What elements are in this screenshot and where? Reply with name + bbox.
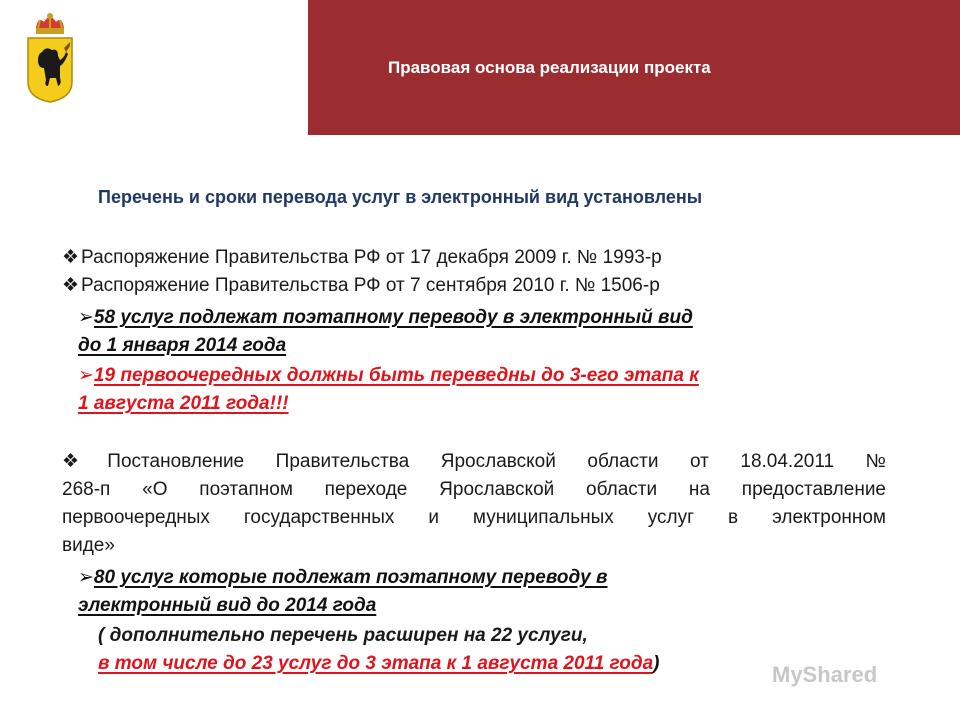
- list-item-text: Распоряжение Правительства РФ от 17 декабря 2009 г. № 1993-р: [81, 247, 662, 268]
- crown-icon: [36, 13, 64, 34]
- sub-list-item-continuation: [78, 390, 289, 418]
- sub-item-text: 58 услуг подлежат поэтапному переводу в электронный вид: [93, 307, 693, 328]
- section-subtitle: Перечень и сроки перевода услуг в электронный вид установлены: [98, 187, 703, 207]
- red-note-text: в том числе до 23 услуг до 3 этапа к 1 августа 2011 года: [98, 653, 654, 674]
- diamond-four-icon: ❖: [62, 451, 106, 472]
- list-item: [62, 272, 660, 300]
- arrow-right-icon: ➢: [78, 567, 94, 588]
- sub-item-text: электронный вид до 2014 года: [78, 595, 377, 616]
- header-band: [308, 0, 960, 135]
- note-line: [98, 650, 659, 678]
- note-line: ( дополнительно перечень расширен на 22 услуги,: [98, 625, 588, 646]
- arrow-right-icon: ➢: [78, 365, 94, 386]
- sub-list-item: [78, 362, 699, 390]
- list-item: [62, 244, 662, 272]
- sub-item-text: 1 августа 2011 года!!!: [78, 393, 289, 414]
- list-item-text: Распоряжение Правительства РФ от 7 сентября 2010 г. № 1506-р: [81, 275, 660, 296]
- sub-item-text: до 1 января 2014 года: [78, 335, 287, 356]
- sub-list-item: [78, 564, 608, 592]
- diamond-four-icon: ❖: [62, 275, 80, 296]
- closing-paren: ): [653, 653, 660, 674]
- sub-item-text: 19 первоочередных должны быть переведны до 3-его этапа к: [93, 365, 699, 386]
- page-title: Правовая основа реализации проекта: [388, 58, 711, 77]
- sub-list-item: [78, 304, 693, 332]
- coat-of-arms-logo: [24, 12, 76, 104]
- diamond-four-icon: ❖: [62, 247, 80, 268]
- arrow-right-icon: ➢: [78, 307, 94, 328]
- resolution-line: виде»: [62, 535, 115, 556]
- resolution-line: ❖ Постановление Правительства Ярославской области от 18.04.2011 №: [62, 451, 886, 472]
- sub-list-item-continuation: [78, 332, 286, 360]
- resolution-line: первоочередных государственных и муниципальных услуг в электронном: [62, 507, 886, 528]
- resolution-line: 268-п «О поэтапном переходе Ярославской области на предоставление: [62, 479, 886, 500]
- sub-list-item-continuation: [78, 592, 376, 620]
- watermark: MyShared: [772, 662, 878, 687]
- sub-item-text: 80 услуг которые подлежат поэтапному переводу в: [93, 567, 608, 588]
